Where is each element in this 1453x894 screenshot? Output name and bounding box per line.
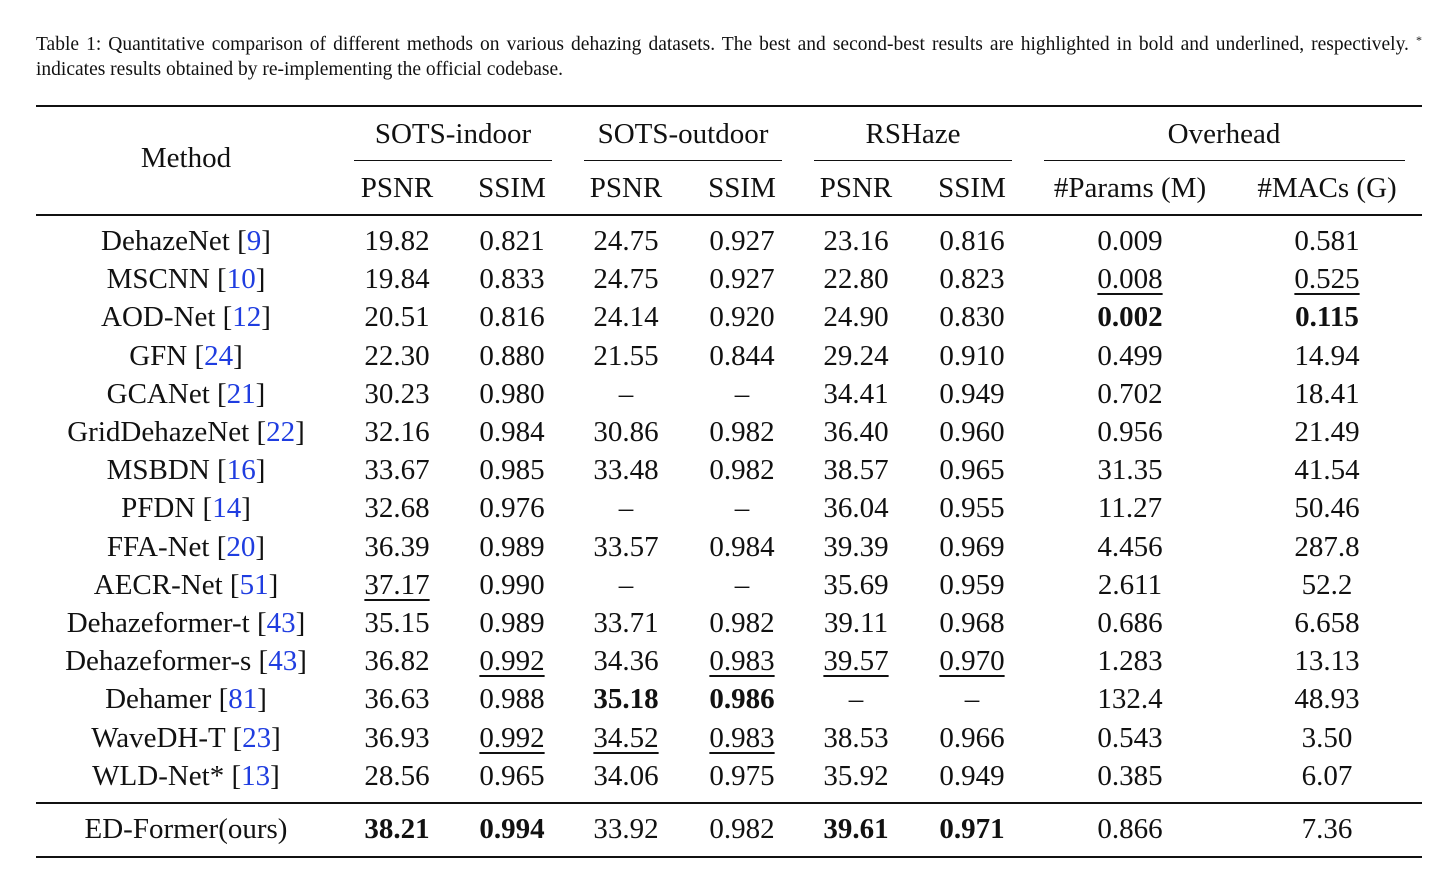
value-cell: 0.970 — [939, 645, 1005, 678]
value-cell: 20.51 — [364, 301, 430, 334]
citation-link[interactable]: 81 — [228, 683, 258, 716]
value-cell: 29.24 — [823, 339, 889, 372]
value-cell: 0.949 — [939, 377, 1005, 410]
value-cell: – — [848, 683, 864, 716]
header-group-sots-outdoor: SOTS-outdoor — [597, 118, 769, 150]
caption-prefix: Table 1: Quantitative comparison of different methods on various dehazing datasets. The best and second-best results are highlighted in bold and underlined, respectively. — [36, 34, 1416, 55]
method-label: AECR-Net — [93, 568, 230, 601]
header-group-sots-indoor: SOTS-indoor — [374, 118, 532, 150]
value-cell: 39.61 — [823, 813, 889, 845]
value-cell: 33.92 — [593, 813, 659, 845]
value-cell: 0.956 — [1097, 416, 1163, 448]
value-cell: 13.13 — [1294, 645, 1360, 678]
citation-link[interactable]: 22 — [266, 416, 296, 448]
value-cell: 50.46 — [1294, 492, 1360, 525]
value-cell: 0.830 — [939, 301, 1005, 334]
value-cell: 36.63 — [364, 683, 430, 716]
method-name: Dehazeformer-t [43] — [66, 607, 306, 639]
method-name: Dehamer [81] — [105, 683, 267, 716]
value-cell: 14.94 — [1294, 339, 1360, 372]
value-cell: 1.283 — [1097, 645, 1163, 678]
value-cell: 48.93 — [1294, 683, 1360, 716]
value-cell: – — [964, 683, 980, 716]
value-cell: 0.980 — [479, 377, 545, 410]
value-cell: 38.21 — [364, 813, 430, 845]
header-col-ssim: SSIM — [478, 172, 546, 204]
value-cell: 0.965 — [479, 759, 545, 792]
method-label: Dehazeformer-t — [66, 607, 257, 639]
header-col-psnr: PSNR — [360, 172, 434, 204]
value-cell: 0.966 — [939, 721, 1005, 754]
value-cell: 0.844 — [709, 339, 775, 372]
value-cell: 39.57 — [823, 645, 889, 678]
citation-link[interactable]: 10 — [226, 263, 256, 296]
value-cell: 35.69 — [823, 568, 889, 601]
value-cell: 0.927 — [709, 263, 775, 296]
value-cell: 32.68 — [364, 492, 430, 525]
value-cell: 41.54 — [1294, 454, 1360, 487]
value-cell: 2.611 — [1097, 568, 1163, 601]
method-label: GridDehazeNet — [67, 416, 257, 448]
value-cell: 0.833 — [479, 263, 545, 296]
method-label: GCANet — [106, 377, 218, 410]
citation-link[interactable]: 20 — [226, 530, 256, 563]
value-cell: 0.986 — [709, 683, 775, 716]
ours-rule — [36, 802, 1422, 804]
value-cell: 23.16 — [823, 225, 889, 257]
header-col-psnr: PSNR — [589, 172, 663, 204]
value-cell: 0.965 — [939, 454, 1005, 487]
value-cell: 34.36 — [593, 645, 659, 678]
value-cell: – — [734, 377, 750, 410]
value-cell: – — [618, 377, 634, 410]
method-label: FFA-Net — [106, 530, 217, 563]
value-cell: 35.92 — [823, 759, 889, 792]
value-cell: 24.90 — [823, 301, 889, 334]
table-caption — [36, 28, 1422, 82]
value-cell: 19.84 — [364, 263, 430, 296]
value-cell: 0.982 — [709, 454, 775, 487]
value-cell: 52.2 — [1301, 568, 1353, 601]
value-cell: 0.992 — [479, 645, 545, 678]
value-cell: 18.41 — [1294, 377, 1360, 410]
value-cell: 0.983 — [709, 645, 775, 678]
value-cell: 34.06 — [593, 759, 659, 792]
value-cell: 0.984 — [709, 530, 775, 563]
header-rule — [36, 214, 1422, 216]
group-rule-overhead — [1044, 160, 1405, 161]
value-cell: 0.988 — [479, 683, 545, 716]
method-name — [85, 810, 288, 848]
method-label: Dehazeformer-s — [65, 645, 259, 678]
value-cell: 0.983 — [709, 721, 775, 754]
value-cell: 33.57 — [593, 530, 659, 563]
value-cell: 35.18 — [593, 683, 659, 716]
value-cell: 0.385 — [1097, 759, 1163, 792]
value-cell: 36.82 — [364, 645, 430, 678]
header-col-macs: #MACs (G) — [1257, 172, 1397, 204]
value-cell: 6.658 — [1294, 607, 1360, 639]
value-cell: 28.56 — [364, 759, 430, 792]
value-cell: 36.93 — [364, 721, 430, 754]
value-cell: 24.75 — [593, 225, 659, 257]
value-cell: 0.994 — [479, 813, 545, 845]
header-group-overhead: Overhead — [1167, 118, 1281, 150]
value-cell: 0.989 — [479, 530, 545, 563]
value-cell: 0.975 — [709, 759, 775, 792]
citation-link[interactable]: 12 — [232, 301, 262, 334]
value-cell: 0.982 — [709, 416, 775, 448]
method-name: GridDehazeNet [22] — [67, 416, 305, 448]
value-cell: 0.823 — [939, 263, 1005, 296]
value-cell: 36.39 — [364, 530, 430, 563]
value-cell: 0.984 — [479, 416, 545, 448]
citation-link[interactable]: 21 — [226, 377, 256, 410]
citation-link[interactable]: 51 — [239, 568, 269, 601]
group-rule-rshaze — [814, 160, 1012, 161]
value-cell: 0.920 — [709, 301, 775, 334]
value-cell: 0.581 — [1294, 225, 1360, 257]
value-cell: 0.971 — [939, 813, 1005, 845]
value-cell: 0.989 — [479, 607, 545, 639]
value-cell: 22.30 — [364, 339, 430, 372]
method-name: FFA-Net [20] — [106, 530, 266, 563]
value-cell: 38.53 — [823, 721, 889, 754]
value-cell: 31.35 — [1097, 454, 1163, 487]
value-cell: 0.816 — [479, 301, 545, 334]
method-name: AOD-Net [12] — [101, 301, 271, 334]
header-col-params: #Params (M) — [1053, 172, 1207, 204]
method-label: ED-Former(ours) — [84, 813, 288, 845]
method-label: PFDN — [121, 492, 203, 525]
value-cell: 0.955 — [939, 492, 1005, 525]
citation-link[interactable]: 13 — [241, 759, 271, 792]
value-cell: 39.11 — [823, 607, 889, 639]
value-cell: 36.40 — [823, 416, 889, 448]
value-cell: 6.07 — [1301, 759, 1353, 792]
value-cell: 37.17 — [364, 568, 430, 601]
value-cell: – — [734, 568, 750, 601]
method-name: DehazeNet [9] — [101, 225, 271, 257]
citation-link[interactable]: 16 — [226, 454, 256, 487]
method-label: Dehamer — [105, 683, 219, 716]
method-label: MSBDN — [106, 454, 218, 487]
value-cell: 0.949 — [939, 759, 1005, 792]
value-cell: 30.86 — [593, 416, 659, 448]
value-cell: 32.16 — [364, 416, 430, 448]
value-cell: 0.968 — [939, 607, 1005, 639]
value-cell: – — [618, 568, 634, 601]
value-cell: 0.702 — [1097, 377, 1163, 410]
value-cell: 0.816 — [939, 225, 1005, 257]
value-cell: 0.959 — [939, 568, 1005, 601]
value-cell: 0.976 — [479, 492, 545, 525]
caption-star: * — [1416, 33, 1422, 47]
value-cell: 30.23 — [364, 377, 430, 410]
value-cell: 0.985 — [479, 454, 545, 487]
citation-link[interactable]: 23 — [242, 721, 272, 754]
method-name: GFN [24] — [129, 339, 243, 372]
header-col-psnr: PSNR — [819, 172, 893, 204]
method-label: WLD-Net* — [92, 759, 232, 792]
value-cell: 7.36 — [1301, 813, 1353, 845]
header-method: Method — [140, 142, 232, 174]
value-cell: 11.27 — [1097, 492, 1163, 525]
citation-link[interactable]: 14 — [212, 492, 242, 525]
header-group-rshaze: RSHaze — [865, 118, 961, 150]
value-cell: 0.525 — [1294, 263, 1360, 296]
value-cell: 0.982 — [709, 607, 775, 639]
header-col-ssim: SSIM — [938, 172, 1006, 204]
citation-link[interactable]: 24 — [204, 339, 234, 372]
method-label: GFN — [129, 339, 195, 372]
value-cell: 0.866 — [1097, 813, 1163, 845]
value-cell: 0.982 — [709, 813, 775, 845]
value-cell: 33.71 — [593, 607, 659, 639]
value-cell: 19.82 — [364, 225, 430, 257]
value-cell: 132.4 — [1097, 683, 1163, 716]
group-rule-sots-outdoor — [584, 160, 782, 161]
method-name: MSCNN [10] — [106, 263, 266, 296]
value-cell: 4.456 — [1097, 530, 1163, 563]
method-name: WLD-Net* [13] — [92, 759, 280, 792]
citation-link[interactable]: 43 — [268, 645, 298, 678]
method-label: AOD-Net — [101, 301, 223, 334]
method-label: WaveDH-T — [91, 721, 233, 754]
value-cell: 33.48 — [593, 454, 659, 487]
value-cell: 0.543 — [1097, 721, 1163, 754]
value-cell: 0.008 — [1097, 263, 1163, 296]
value-cell: 35.15 — [364, 607, 430, 639]
value-cell: 22.80 — [823, 263, 889, 296]
value-cell: 0.990 — [479, 568, 545, 601]
value-cell: 0.969 — [939, 530, 1005, 563]
caption-suffix: indicates results obtained by re-implementing the official codebase. — [36, 59, 564, 80]
value-cell: 0.927 — [709, 225, 775, 257]
method-name: GCANet [21] — [106, 377, 266, 410]
top-rule — [36, 105, 1422, 107]
method-name: PFDN [14] — [121, 492, 251, 525]
value-cell: 21.49 — [1294, 416, 1360, 448]
value-cell: – — [618, 492, 634, 525]
value-cell: 0.960 — [939, 416, 1005, 448]
value-cell: 3.50 — [1301, 721, 1353, 754]
value-cell: 34.41 — [823, 377, 889, 410]
citation-link[interactable]: 9 — [246, 225, 262, 257]
value-cell: 0.910 — [939, 339, 1005, 372]
value-cell: 0.002 — [1097, 301, 1163, 334]
value-cell: 39.39 — [823, 530, 889, 563]
value-cell: – — [734, 492, 750, 525]
value-cell: 0.880 — [479, 339, 545, 372]
header-col-ssim: SSIM — [708, 172, 776, 204]
method-label: MSCNN — [106, 263, 218, 296]
bottom-rule — [36, 856, 1422, 858]
value-cell: 0.821 — [479, 225, 545, 257]
value-cell: 287.8 — [1294, 530, 1360, 563]
value-cell: 0.499 — [1097, 339, 1163, 372]
group-rule-sots-indoor — [354, 160, 552, 161]
method-name: Dehazeformer-s [43] — [65, 645, 307, 678]
method-name: WaveDH-T [23] — [91, 721, 281, 754]
value-cell: 0.686 — [1097, 607, 1163, 639]
value-cell: 36.04 — [823, 492, 889, 525]
method-name: AECR-Net [51] — [93, 568, 279, 601]
value-cell: 34.52 — [593, 721, 659, 754]
value-cell: 21.55 — [593, 339, 659, 372]
value-cell: 0.009 — [1097, 225, 1163, 257]
value-cell: 0.992 — [479, 721, 545, 754]
value-cell: 24.14 — [593, 301, 659, 334]
method-name: MSBDN [16] — [106, 454, 266, 487]
method-label: DehazeNet — [101, 225, 238, 257]
value-cell: 38.57 — [823, 454, 889, 487]
value-cell: 24.75 — [593, 263, 659, 296]
citation-link[interactable]: 43 — [266, 607, 296, 639]
value-cell: 33.67 — [364, 454, 430, 487]
value-cell: 0.115 — [1295, 301, 1359, 334]
